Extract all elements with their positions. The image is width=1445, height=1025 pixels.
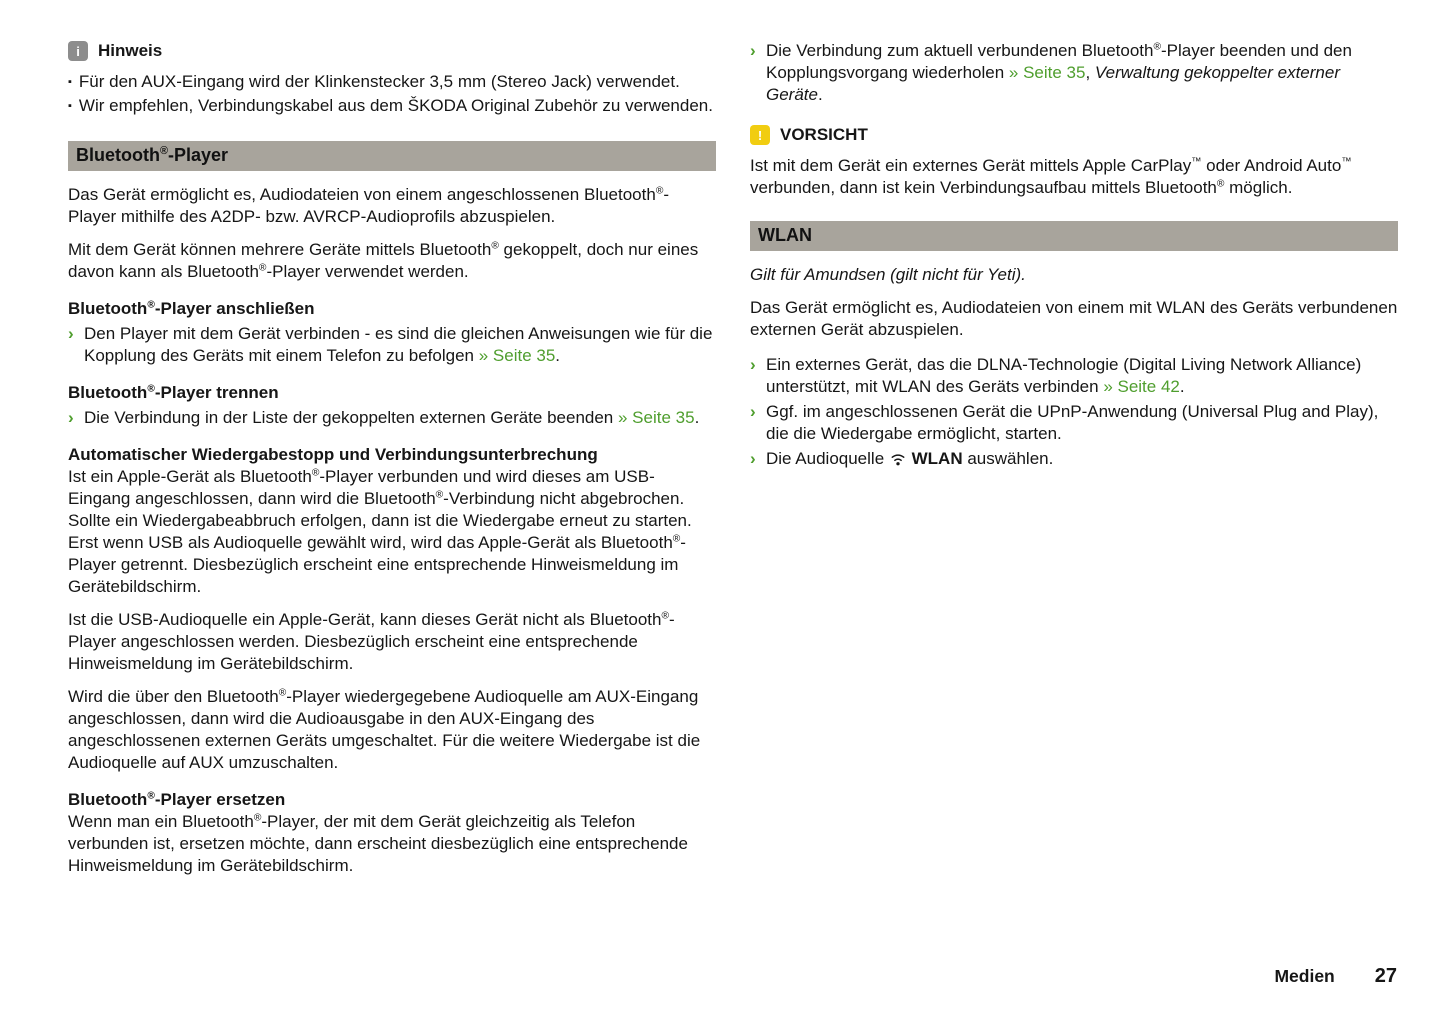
square-bullet-icon: ▪ [68, 76, 72, 88]
instruction-text: Die Verbindung zum aktuell verbundenen Bluetooth®-Player beenden und den Kopplungsvorgang wiederholen » Seite 35, Verwaltung gekoppelter externer Geräte. [766, 41, 1352, 104]
chevron-bullet-icon: › [68, 408, 74, 427]
instruction-text: Den Player mit dem Gerät verbinden - es sind die gleichen Anweisungen wie für die Kopplung des Geräts mit einem Telefon zu befolgen » Seite 35. [84, 324, 713, 365]
page-footer [1274, 965, 1397, 988]
note-item-text: Wir empfehlen, Verbindungskabel aus dem ŠKODA Original Zubehör zu verwenden. [78, 96, 713, 115]
page-reference-link[interactable]: » Seite 35 [618, 408, 695, 427]
subheading-player-disconnect: Bluetooth®-Player trennen [68, 383, 279, 402]
instruction-step [68, 323, 716, 367]
paragraph-bluetooth-pairing: Mit dem Gerät können mehrere Geräte mittels Bluetooth® gekoppelt, doch nur eines davon kann als Bluetooth®-Player verwendet werden. [68, 240, 699, 281]
instruction-text: Ein externes Gerät, das die DLNA-Technologie (Digital Living Network Alliance) unterstützt, mit WLAN des Geräts verbinden » Seite 42. [766, 355, 1362, 396]
caution-box [750, 124, 1398, 199]
caution-title: VORSICHT [780, 125, 868, 144]
warning-icon: ! [750, 125, 770, 145]
note-header [68, 40, 716, 62]
page-number: 27 [1374, 965, 1397, 987]
chevron-bullet-icon: › [750, 41, 756, 60]
instruction-text: Die Audioquelle WLAN auswählen. [766, 449, 1054, 468]
caution-text: Ist mit dem Gerät ein externes Gerät mittels Apple CarPlay™ oder Android Auto™ verbunden, dann ist kein Verbindungsaufbau mittels Bluetooth® möglich. [750, 156, 1352, 197]
footer-section-label: Medien [1274, 966, 1335, 986]
subheading-player-connect: Bluetooth®-Player anschließen [68, 299, 315, 318]
paragraph-usb-apple: Ist die USB-Audioquelle ein Apple-Gerät, kann dieses Gerät nicht als Bluetooth®-Player angeschlossen werden. Diesbezüglich erscheint eine entsprechende Hinweismeldung im Gerätebildschirm. [68, 610, 675, 673]
page-reference-link[interactable]: » Seite 35 [478, 346, 556, 365]
chevron-bullet-icon: › [750, 449, 756, 468]
paragraph-wlan-intro: Das Gerät ermöglicht es, Audiodateien von einem mit WLAN des Geräts verbundenen externen Gerät abzuspielen. [750, 298, 1398, 339]
subheading-player-replace: Bluetooth®-Player ersetzen [68, 790, 286, 809]
caution-header [750, 124, 1398, 146]
section-heading-wlan: WLAN [750, 221, 1398, 251]
info-icon: i [68, 41, 88, 61]
wifi-icon [889, 451, 907, 466]
paragraph-auto-stop: Ist ein Apple-Gerät als Bluetooth®-Player verbunden und wird dieses am USB-Eingang angeschlossen, dann wird die Bluetooth®-Verbindung nicht abgebrochen. Sollte ein Wiedergabeabbruch erfolgen, dann ist die Wiedergabe erneut zu starten. Erst wenn USB als Audioquelle gewählt wird, wird das Apple-Gerät als Bluetooth®-Player getrennt. Diesbezüglich erscheint eine entsprechende Hinweismeldung im Gerätebildschirm. [68, 467, 692, 596]
right-column [750, 40, 1398, 470]
paragraph-aux-switch: Wird die über den Bluetooth®-Player wiedergegebene Audioquelle am AUX-Eingang angeschlossen, dann wird die Audioausgabe in den AUX-Eingang des angeschlossenen externen Geräts umgeschaltet. Für die weitere Wiedergabe ist die Audioquelle auf AUX umzuschalten. [68, 687, 701, 772]
paragraph-player-replace: Wenn man ein Bluetooth®-Player, der mit dem Gerät gleichzeitig als Telefon verbunden ist, ersetzen möchte, dann erscheint diesbezüglich eine entsprechende Hinweismeldung im Gerätebildschirm. [68, 812, 688, 875]
instruction-step [750, 401, 1398, 445]
left-column [68, 40, 716, 877]
instruction-step [68, 407, 716, 429]
page-reference-link[interactable]: » Seite 35 [1008, 63, 1086, 82]
note-title: Hinweis [98, 41, 163, 60]
instruction-text: Ggf. im angeschlossenen Gerät die UPnP-Anwendung (Universal Plug and Play), die die Wiedergabe ermöglicht, starten. [766, 402, 1379, 443]
instruction-step [750, 448, 1398, 470]
page-reference-link[interactable]: » Seite 42 [1103, 377, 1180, 396]
note-item [68, 95, 716, 119]
square-bullet-icon: ▪ [68, 100, 72, 112]
section-heading-bluetooth-player: Bluetooth®-Player [68, 141, 716, 171]
instruction-text: Die Verbindung in der Liste der gekoppelten externen Geräte beenden » Seite 35. [84, 408, 700, 427]
note-item [68, 71, 716, 95]
note-box [68, 40, 716, 119]
chevron-bullet-icon: › [68, 324, 74, 343]
instruction-step [750, 354, 1398, 398]
instruction-step [750, 40, 1398, 106]
chevron-bullet-icon: › [750, 402, 756, 421]
paragraph-bluetooth-intro: Das Gerät ermöglicht es, Audiodateien von einem angeschlossenen Bluetooth®-Player mithilfe des A2DP- bzw. AVRCP-Audioprofils abzuspielen. [68, 185, 669, 226]
note-item-text: Für den AUX-Eingang wird der Klinkenstecker 3,5 mm (Stereo Jack) verwendet. [78, 72, 680, 91]
subheading-auto-stop: Automatischer Wiedergabestopp und Verbindungsunterbrechung [68, 445, 598, 464]
chevron-bullet-icon: › [750, 355, 756, 374]
paragraph-validity: Gilt für Amundsen (gilt nicht für Yeti). [750, 265, 1026, 284]
